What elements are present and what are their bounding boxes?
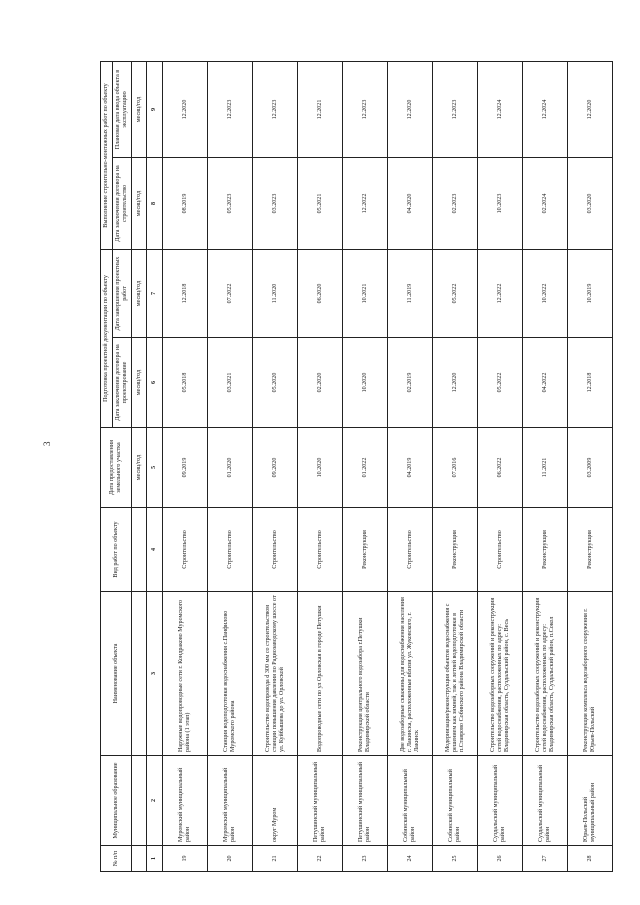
row-num: 28 <box>568 846 613 872</box>
row-work-type: Строительство <box>478 508 523 592</box>
unit-cell <box>132 592 147 756</box>
header-land-date: Дата предоставления земельного участка <box>101 428 132 508</box>
row-design-end: 05.2022 <box>433 250 478 338</box>
row-commissioning: 12.2023 <box>208 62 253 158</box>
column-number-row <box>147 62 163 872</box>
column-number: 3 <box>147 592 163 756</box>
unit-cell: месяц/год <box>132 338 147 428</box>
unit-cell: месяц/год <box>132 62 147 158</box>
row-construction-contract: 02.2023 <box>433 158 478 250</box>
row-construction-contract: 10.2023 <box>478 158 523 250</box>
row-design-contract: 05.2020 <box>253 338 298 428</box>
unit-cell <box>132 756 147 846</box>
header-num: № п/п <box>101 846 132 872</box>
table-row <box>253 62 298 872</box>
row-municipality: Петушинский муниципальный район <box>298 756 343 846</box>
row-municipality: Муромский муниципальный район <box>208 756 253 846</box>
row-object-name: Реконструкция центрального водозабора г.Петушки Владимирской области <box>343 592 388 756</box>
column-number: 2 <box>147 756 163 846</box>
row-municipality: Муромский муниципальный район <box>163 756 208 846</box>
column-number: 4 <box>147 508 163 592</box>
row-municipality: Петушинский муниципальный район <box>343 756 388 846</box>
row-num: 19 <box>163 846 208 872</box>
row-land-date: 03.2009 <box>568 428 613 508</box>
table-row <box>523 62 568 872</box>
row-design-end: 10.2021 <box>343 250 388 338</box>
unit-row <box>132 62 147 872</box>
row-num: 21 <box>253 846 298 872</box>
row-commissioning: 12.2023 <box>253 62 298 158</box>
row-construction-contract: 05.2021 <box>298 158 343 250</box>
row-object-name: Модернизация/реконструкция объектов водоснабжения с решением как зимней, так и летней водоподготовки в п.Ставрово Собинского района Владимирской области <box>433 592 478 756</box>
landscape-table-wrapper <box>100 62 637 872</box>
row-work-type: Реконструкция <box>568 508 613 592</box>
header-construction-group: Выполнение строительно-монтажных работ по объекту <box>101 62 113 250</box>
row-municipality: округ Муром <box>253 756 298 846</box>
table-row <box>343 62 388 872</box>
row-land-date: 07.2016 <box>433 428 478 508</box>
column-number: 9 <box>147 62 163 158</box>
row-object-name: Две водозаборные скважины для водоснабжения населения г. Лакинска, расположенные вблизи ул. Жуковского, г. Лакинск <box>388 592 433 756</box>
row-construction-contract: 02.2024 <box>523 158 568 250</box>
row-work-type: Строительство <box>298 508 343 592</box>
row-num: 24 <box>388 846 433 872</box>
row-land-date: 11.2021 <box>523 428 568 508</box>
unit-cell <box>132 508 147 592</box>
row-num: 26 <box>478 846 523 872</box>
row-work-type: Строительство <box>388 508 433 592</box>
row-object-name: Станция водоподготовки водоснабжения с.Панфилово Муромского района <box>208 592 253 756</box>
row-commissioning: 12.2024 <box>478 62 523 158</box>
row-design-contract: 03.2021 <box>208 338 253 428</box>
row-object-name: Реконструкция комплекса водозаборного сооружения г. Юрьев-Польский <box>568 592 613 756</box>
row-design-end: 10.2022 <box>523 250 568 338</box>
column-number: 8 <box>147 158 163 250</box>
table-row <box>163 62 208 872</box>
row-design-contract: 12.2020 <box>433 338 478 428</box>
row-commissioning: 12.2020 <box>163 62 208 158</box>
row-num: 22 <box>298 846 343 872</box>
row-construction-contract: 08.2019 <box>163 158 208 250</box>
row-object-name: Наружные водопроводные сети г. Кондраково Муромского района (1 этап) <box>163 592 208 756</box>
page-number: 3 <box>42 441 52 446</box>
row-land-date: 09.2019 <box>163 428 208 508</box>
row-land-date: 01.2020 <box>208 428 253 508</box>
header-design-contract: Дата заключения договора на проектирование <box>113 338 132 428</box>
row-land-date: 01.2022 <box>343 428 388 508</box>
row-object-name: Строительство водозаборных сооружений и реконструкция сетей водоснабжения, расположенных по адресу: Владимирская область, Суздальский район, п.Сокол <box>523 592 568 756</box>
objects-schedule-table <box>100 61 613 872</box>
row-design-contract: 04.2022 <box>523 338 568 428</box>
row-work-type: Реконструкция <box>433 508 478 592</box>
row-design-contract: 05.2018 <box>163 338 208 428</box>
table-row <box>388 62 433 872</box>
row-land-date: 06.2022 <box>478 428 523 508</box>
row-construction-contract: 03.2020 <box>568 158 613 250</box>
row-municipality: Собинский муниципальный район <box>433 756 478 846</box>
row-design-contract: 02.2019 <box>388 338 433 428</box>
row-design-contract: 05.2022 <box>478 338 523 428</box>
table-row <box>298 62 343 872</box>
header-municipality: Муниципальное образование <box>101 756 132 846</box>
row-land-date: 10.2020 <box>298 428 343 508</box>
row-num: 25 <box>433 846 478 872</box>
row-commissioning: 12.2020 <box>568 62 613 158</box>
row-object-name: Строительство водозаборных сооружений и реконструкция сетей водоснабжения, расположенных по адресу: Владимирская область, Суздальский район, с. Весь <box>478 592 523 756</box>
header-construction-contract: Дата заключения договора на строительство <box>113 158 132 250</box>
unit-cell <box>132 846 147 872</box>
row-construction-contract: 12.2022 <box>343 158 388 250</box>
header-commissioning: Плановая дата ввода объекта в эксплуатацию <box>113 62 132 158</box>
row-design-end: 11.2019 <box>388 250 433 338</box>
table-row <box>568 62 613 872</box>
row-work-type: Реконструкция <box>523 508 568 592</box>
header-design-group: Подготовка проектной документации по объекту <box>101 250 113 428</box>
row-municipality: Суздальский муниципальный район <box>478 756 523 846</box>
unit-cell: месяц/год <box>132 158 147 250</box>
row-num: 20 <box>208 846 253 872</box>
row-commissioning: 12.2023 <box>343 62 388 158</box>
table-row <box>478 62 523 872</box>
header-work-type: Вид работ по объекту <box>101 508 132 592</box>
row-work-type: Строительство <box>208 508 253 592</box>
row-land-date: 09.2020 <box>253 428 298 508</box>
row-design-end: 06.2020 <box>298 250 343 338</box>
row-design-end: 12.2022 <box>478 250 523 338</box>
row-municipality: Юрьев-Польский муниципальный район <box>568 756 613 846</box>
row-design-end: 10.2019 <box>568 250 613 338</box>
row-commissioning: 12.2021 <box>298 62 343 158</box>
row-land-date: 04.2019 <box>388 428 433 508</box>
row-municipality: Собинский муниципальный район <box>388 756 433 846</box>
column-number: 5 <box>147 428 163 508</box>
column-number: 6 <box>147 338 163 428</box>
row-design-contract: 12.2018 <box>568 338 613 428</box>
row-design-end: 07.2022 <box>208 250 253 338</box>
table-row <box>433 62 478 872</box>
row-work-type: Реконструкция <box>343 508 388 592</box>
row-num: 27 <box>523 846 568 872</box>
row-design-contract: 02.2020 <box>298 338 343 428</box>
column-number: 1 <box>147 846 163 872</box>
column-number: 7 <box>147 250 163 338</box>
table-row <box>208 62 253 872</box>
row-design-end: 12.2018 <box>163 250 208 338</box>
header-object-name: Наименование объекта <box>101 592 132 756</box>
row-construction-contract: 05.2023 <box>208 158 253 250</box>
row-num: 23 <box>343 846 388 872</box>
row-work-type: Строительство <box>253 508 298 592</box>
row-commissioning: 12.2023 <box>433 62 478 158</box>
row-construction-contract: 04.2020 <box>388 158 433 250</box>
row-object-name: Строительство водопровода d 300 мм со строительством станции повышения давления по Радиозаводскому шоссе от ул. Куйбышева до ул. Орловской <box>253 592 298 756</box>
unit-cell: месяц/год <box>132 250 147 338</box>
row-work-type: Строительство <box>163 508 208 592</box>
row-design-end: 11.2020 <box>253 250 298 338</box>
row-municipality: Суздальский муниципальный район <box>523 756 568 846</box>
row-design-contract: 10.2020 <box>343 338 388 428</box>
row-construction-contract: 03.2023 <box>253 158 298 250</box>
header-design-end: Дата завершения проектных работ <box>113 250 132 338</box>
row-object-name: Водопроводные сети по ул Орловская в городе Петушки <box>298 592 343 756</box>
row-commissioning: 12.2024 <box>523 62 568 158</box>
unit-cell: месяц/год <box>132 428 147 508</box>
row-commissioning: 12.2020 <box>388 62 433 158</box>
